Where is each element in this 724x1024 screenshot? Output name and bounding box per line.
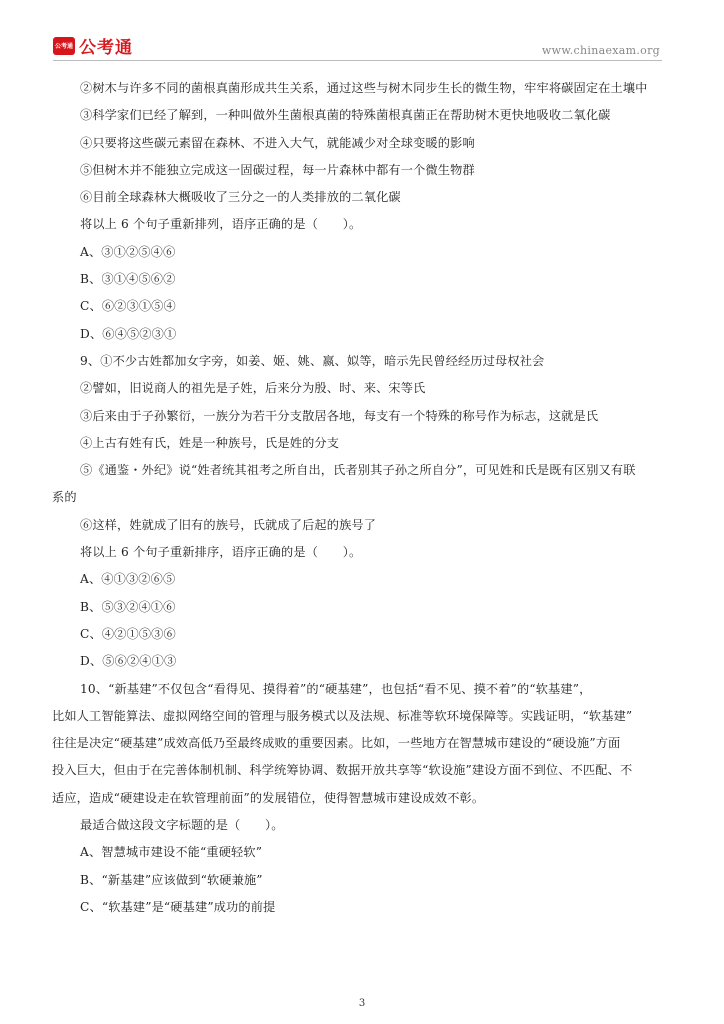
option-d: D、⑥④⑤②③① <box>80 326 177 341</box>
page-number: 3 <box>358 998 366 1009</box>
q9-sentence-3: ③后来由于子孙繁衍，一族分为若干分支散居各地，每支有一个特殊的称号作为标志，这就是氏 <box>80 408 599 423</box>
sentence-2: ②树木与许多不同的菌根真菌形成共生关系，通过这些与树木同步生长的微生物，牢牢将碳固定在土壤中 <box>80 81 648 95</box>
q9-sentence-1: 9、①不少古姓都加女字旁，如姜、姬、姚、嬴、姒等，暗示先民曾经经历过母权社会 <box>80 353 545 368</box>
q10-para-line-1: 10、“新基建”不仅包含“看得见、摸得着”的“硬基建”，也包括“看不见、摸不着”的“软基建”， <box>80 681 592 696</box>
q9-sentence-2: ②譬如，旧说商人的祖先是子姓，后来分为殷、时、来、宋等氏 <box>80 381 426 396</box>
q9-option-b: B、⑤③②④①⑥ <box>80 599 176 614</box>
q9-sentence-4: ④上古有姓有氏，姓是一种族号，氏是姓的分支 <box>80 435 340 450</box>
site-url: www.chinaexam.org <box>541 44 660 57</box>
q9-option-a: A、④①③②⑥⑤ <box>80 572 176 587</box>
q10-option-a: A、智慧城市建设不能“重硬轻软” <box>80 845 263 860</box>
logo-text: 公考通 <box>79 38 133 58</box>
q10-prompt: 最适合做这段文字标题的是（ ）。 <box>80 818 284 833</box>
q10-para-line-5: 适应，造成“硬建设走在软管理前面”的发展错位，使得智慧城市建设成效不彰。 <box>52 790 485 805</box>
q9-option-d: D、⑤⑥②④①③ <box>80 654 177 669</box>
document-body <box>52 75 672 921</box>
q10-para-line-3: 往往是决定“硬基建”成效高低乃至最终成败的重要因素。比如，一些地方在智慧城市建设的“硬设施”方面 <box>52 736 621 751</box>
q9-prompt: 将以上 6 个句子重新排序，语序正确的是（ ）。 <box>80 545 362 560</box>
q10-option-c: C、“软基建”是“硬基建”成功的前提 <box>80 899 276 914</box>
q10-para-line-2: 比如人工智能算法、虚拟网络空间的管理与服务模式以及法规、标准等软环境保障等。实践证明，“软基建” <box>52 708 633 723</box>
q9-sentence-5: ⑤《通鉴・外纪》说“姓者统其祖考之所自出，氏者别其子孙之所自分”，可见姓和氏是既有区别又有联 <box>80 463 636 478</box>
sentence-3: ③科学家们已经了解到，一种叫做外生菌根真菌的特殊菌根真菌正在帮助树木更快地吸收二氧化碳 <box>80 108 611 123</box>
logo-badge-icon: 公考通 <box>53 37 75 55</box>
logo <box>53 33 133 58</box>
sentence-4: ④只要将这些碳元素留在森林、不进入大气，就能减少对全球变暖的影响 <box>80 135 475 150</box>
q9-sentence-6: ⑥这样，姓就成了旧有的族号，氏就成了后起的族号了 <box>80 517 377 532</box>
sentence-5: ⑤但树木并不能独立完成这一固碳过程，每一片森林中都有一个微生物群 <box>80 162 475 177</box>
question-prompt: 将以上 6 个句子重新排列，语序正确的是（ ）。 <box>80 217 362 232</box>
q9-option-c: C、④②①⑤③⑥ <box>80 626 176 641</box>
page-header <box>0 0 724 66</box>
header-divider <box>53 60 662 61</box>
option-c: C、⑥②③①⑤④ <box>80 299 176 314</box>
option-b: B、③①④⑤⑥② <box>80 272 176 287</box>
option-a: A、③①②⑤④⑥ <box>80 244 176 259</box>
q10-para-line-4: 投入巨大，但由于在完善体制机制、科学统筹协调、数据开放共享等“软设施”建设方面不到位、不匹配、不 <box>52 763 633 778</box>
q10-option-b: B、“新基建”应该做到“软硬兼施” <box>80 872 263 887</box>
sentence-6: ⑥目前全球森林大概吸收了三分之一的人类排放的二氧化碳 <box>80 190 401 205</box>
q9-sentence-5-cont: 系的 <box>52 490 77 505</box>
